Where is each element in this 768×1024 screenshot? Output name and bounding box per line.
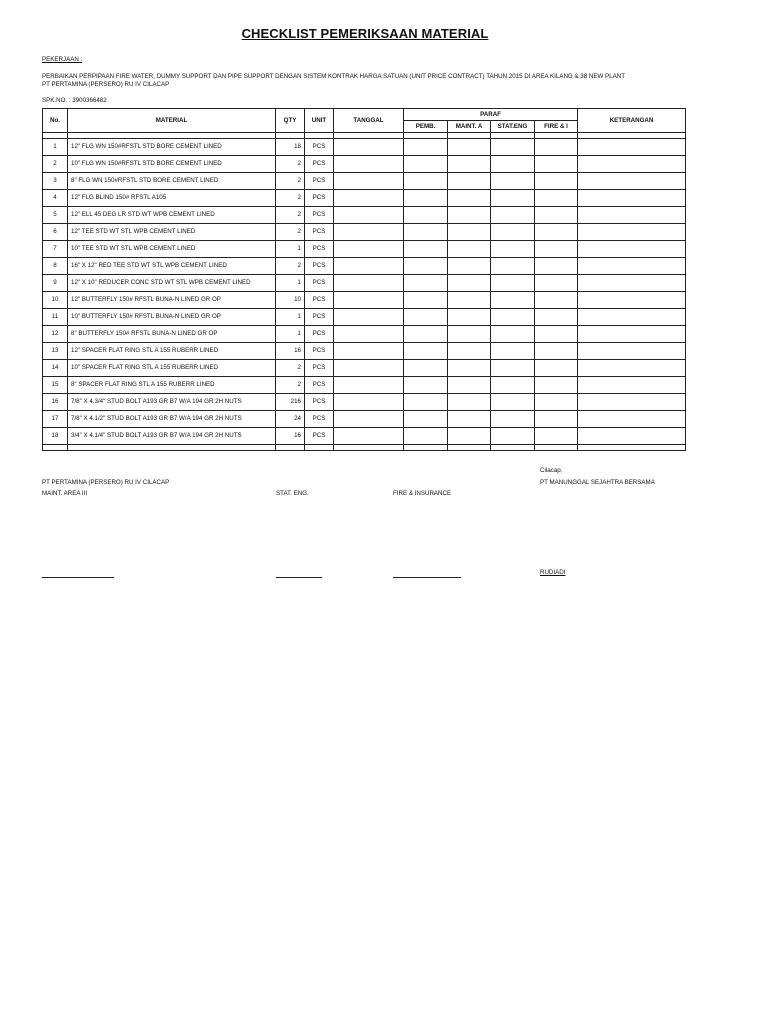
row-tanggal xyxy=(334,139,404,156)
row-material: 12" TEE STD WT STL WPB CEMENT LINED xyxy=(68,224,276,241)
table-row xyxy=(43,309,686,326)
table-row xyxy=(43,173,686,190)
table-row xyxy=(43,428,686,445)
row-keterangan xyxy=(578,394,686,411)
col-qty-header: QTY xyxy=(276,109,305,133)
row-paraf-maint xyxy=(448,190,491,207)
row-qty: 2 xyxy=(276,224,305,241)
row-no: 15 xyxy=(43,377,68,394)
row-material: 10" FLG WN 150#RFSTL STD BORE CEMENT LINED xyxy=(68,156,276,173)
paraf-maint-header: MAINT. A xyxy=(448,121,491,133)
row-paraf-maint xyxy=(448,292,491,309)
row-no: 1 xyxy=(43,139,68,156)
row-paraf-fire xyxy=(535,326,578,343)
row-tanggal xyxy=(334,207,404,224)
job-location: PT PERTAMINA (PERSERO) RU IV CILACAP xyxy=(42,81,170,88)
col-paraf-header: PARAF xyxy=(404,109,578,121)
row-paraf-pemb xyxy=(404,343,448,360)
row-paraf-stateng xyxy=(491,428,535,445)
row-tanggal xyxy=(334,377,404,394)
row-keterangan xyxy=(578,224,686,241)
row-no: 14 xyxy=(43,360,68,377)
row-keterangan xyxy=(578,292,686,309)
row-unit: PCS xyxy=(305,292,334,309)
row-no: 17 xyxy=(43,411,68,428)
row-material: 16" X 12" RED TEE STD WT STL WPB CEMENT LINED xyxy=(68,258,276,275)
row-material: 8" BUTTERFLY 150# RFSTL BUNA-N LINED GR OP xyxy=(68,326,276,343)
row-no: 12 xyxy=(43,326,68,343)
row-no: 8 xyxy=(43,258,68,275)
row-qty: 2 xyxy=(276,173,305,190)
row-paraf-pemb xyxy=(404,309,448,326)
paraf-stateng-header: STAT.ENG xyxy=(491,121,535,133)
row-paraf-pemb xyxy=(404,326,448,343)
row-unit: PCS xyxy=(305,173,334,190)
col-no-header: No. xyxy=(43,109,68,133)
row-unit: PCS xyxy=(305,326,334,343)
row-paraf-fire xyxy=(535,156,578,173)
row-material: 8" FLG WN 150#RFSTL STD BORE CEMENT LINED xyxy=(68,173,276,190)
row-unit: PCS xyxy=(305,139,334,156)
row-paraf-maint xyxy=(448,309,491,326)
row-material: 12" X 10" REDUCER CONC STD WT STL WPB CEMENT LINED xyxy=(68,275,276,292)
row-unit: PCS xyxy=(305,241,334,258)
row-keterangan xyxy=(578,428,686,445)
row-tanggal xyxy=(334,275,404,292)
table-row xyxy=(43,190,686,207)
row-tanggal xyxy=(334,258,404,275)
row-keterangan xyxy=(578,173,686,190)
row-paraf-stateng xyxy=(491,411,535,428)
row-qty: 24 xyxy=(276,411,305,428)
row-qty: 2 xyxy=(276,377,305,394)
table-row xyxy=(43,394,686,411)
row-keterangan xyxy=(578,258,686,275)
row-unit: PCS xyxy=(305,394,334,411)
row-no: 7 xyxy=(43,241,68,258)
row-paraf-stateng xyxy=(491,139,535,156)
col-unit-header: UNIT xyxy=(305,109,334,133)
row-unit: PCS xyxy=(305,411,334,428)
row-paraf-maint xyxy=(448,428,491,445)
row-paraf-maint xyxy=(448,156,491,173)
row-paraf-stateng xyxy=(491,258,535,275)
table-row xyxy=(43,326,686,343)
row-no: 10 xyxy=(43,292,68,309)
table-row xyxy=(43,207,686,224)
row-paraf-pemb xyxy=(404,156,448,173)
row-paraf-pemb xyxy=(404,207,448,224)
row-keterangan xyxy=(578,377,686,394)
row-qty: 2 xyxy=(276,258,305,275)
row-paraf-pemb xyxy=(404,139,448,156)
row-material: 12" ELL 45 DEG LR STD WT WPB CEMENT LINED xyxy=(68,207,276,224)
row-paraf-pemb xyxy=(404,190,448,207)
row-no: 13 xyxy=(43,343,68,360)
row-paraf-pemb xyxy=(404,241,448,258)
row-qty: 1 xyxy=(276,241,305,258)
row-no: 9 xyxy=(43,275,68,292)
row-paraf-stateng xyxy=(491,190,535,207)
row-paraf-stateng xyxy=(491,394,535,411)
row-qty: 1 xyxy=(276,309,305,326)
table-row xyxy=(43,360,686,377)
row-paraf-stateng xyxy=(491,326,535,343)
row-paraf-pemb xyxy=(404,224,448,241)
row-qty: 1 xyxy=(276,326,305,343)
row-keterangan xyxy=(578,139,686,156)
table-row xyxy=(43,156,686,173)
row-paraf-stateng xyxy=(491,292,535,309)
row-paraf-stateng xyxy=(491,360,535,377)
row-paraf-maint xyxy=(448,258,491,275)
row-qty: 2 xyxy=(276,156,305,173)
row-material: 3/4" X 4.1/4" STUD BOLT A193 GR B7 W/A 194 GR 2H NUTS xyxy=(68,428,276,445)
row-qty: 1 xyxy=(276,275,305,292)
row-paraf-fire xyxy=(535,224,578,241)
row-material: 12" SPACER FLAT RING STL A 155 RUBERR LINED xyxy=(68,343,276,360)
row-keterangan xyxy=(578,207,686,224)
row-paraf-maint xyxy=(448,360,491,377)
empty-row xyxy=(43,445,686,451)
row-material: 10" BUTTERFLY 150# RFSTL BUNA-N LINED GR OP xyxy=(68,309,276,326)
row-paraf-fire xyxy=(535,292,578,309)
row-paraf-fire xyxy=(535,377,578,394)
table-row xyxy=(43,139,686,156)
row-paraf-stateng xyxy=(491,207,535,224)
row-tanggal xyxy=(334,173,404,190)
row-unit: PCS xyxy=(305,343,334,360)
spk-number: SPK.NO. : 3900366482 xyxy=(42,97,107,104)
signing-place: Cilacap, xyxy=(540,467,563,474)
row-no: 5 xyxy=(43,207,68,224)
paraf-fire-header: FIRE & I xyxy=(535,121,578,133)
row-keterangan xyxy=(578,309,686,326)
row-material: 7/8" X 4.3/4" STUD BOLT A193 GR B7 W/A 194 GR 2H NUTS xyxy=(68,394,276,411)
row-keterangan xyxy=(578,275,686,292)
row-qty: 2 xyxy=(276,207,305,224)
row-unit: PCS xyxy=(305,258,334,275)
row-unit: PCS xyxy=(305,275,334,292)
row-paraf-maint xyxy=(448,411,491,428)
row-no: 18 xyxy=(43,428,68,445)
maint-area-label: MAINT. AREA III xyxy=(42,490,88,497)
row-paraf-pemb xyxy=(404,275,448,292)
row-paraf-fire xyxy=(535,275,578,292)
row-paraf-fire xyxy=(535,190,578,207)
row-tanggal xyxy=(334,190,404,207)
row-paraf-stateng xyxy=(491,377,535,394)
row-tanggal xyxy=(334,292,404,309)
row-tanggal xyxy=(334,428,404,445)
row-paraf-stateng xyxy=(491,343,535,360)
row-paraf-maint xyxy=(448,275,491,292)
row-paraf-stateng xyxy=(491,241,535,258)
row-keterangan xyxy=(578,241,686,258)
row-unit: PCS xyxy=(305,428,334,445)
row-keterangan xyxy=(578,343,686,360)
table-row xyxy=(43,241,686,258)
row-paraf-maint xyxy=(448,139,491,156)
row-tanggal xyxy=(334,343,404,360)
row-no: 11 xyxy=(43,309,68,326)
row-material: 10" SPACER FLAT RING STL A 155 RUBERR LINED xyxy=(68,360,276,377)
row-paraf-pemb xyxy=(404,258,448,275)
row-keterangan xyxy=(578,326,686,343)
row-no: 16 xyxy=(43,394,68,411)
row-paraf-fire xyxy=(535,428,578,445)
row-paraf-stateng xyxy=(491,173,535,190)
row-paraf-maint xyxy=(448,224,491,241)
row-unit: PCS xyxy=(305,156,334,173)
row-material: 8" SPACER FLAT RING STL A 155 RUBERR LINED xyxy=(68,377,276,394)
row-paraf-fire xyxy=(535,309,578,326)
row-keterangan xyxy=(578,156,686,173)
row-paraf-pemb xyxy=(404,411,448,428)
row-paraf-maint xyxy=(448,394,491,411)
row-tanggal xyxy=(334,156,404,173)
row-unit: PCS xyxy=(305,224,334,241)
row-unit: PCS xyxy=(305,207,334,224)
row-qty: 2 xyxy=(276,360,305,377)
row-unit: PCS xyxy=(305,360,334,377)
row-paraf-stateng xyxy=(491,156,535,173)
table-row xyxy=(43,224,686,241)
row-paraf-stateng xyxy=(491,309,535,326)
col-keterangan-header: KETERANGAN xyxy=(578,109,686,133)
row-paraf-maint xyxy=(448,207,491,224)
row-paraf-maint xyxy=(448,343,491,360)
row-paraf-fire xyxy=(535,258,578,275)
row-paraf-maint xyxy=(448,326,491,343)
row-keterangan xyxy=(578,360,686,377)
pekerjaan-label: PEKERJAAN : xyxy=(42,56,83,63)
row-no: 3 xyxy=(43,173,68,190)
job-description: PERBAIKAN PERPIPAAN FIRE WATER, DUMMY SUPPORT DAN PIPE SUPPORT DENGAN SISTEM KONTRAK HARGA SATUAN (UNIT PRICE CONTRACT) TAHUN 2015 DI AREA KILANG & 38 NEW PLANT xyxy=(42,73,625,80)
table-row xyxy=(43,377,686,394)
row-qty: 16 xyxy=(276,343,305,360)
row-paraf-pemb xyxy=(404,360,448,377)
row-paraf-fire xyxy=(535,343,578,360)
page-title: CHECKLIST PEMERIKSAAN MATERIAL xyxy=(241,26,489,41)
row-tanggal xyxy=(334,309,404,326)
row-material: 12" FLG BLIND 150# RFSTL A105 xyxy=(68,190,276,207)
row-paraf-pemb xyxy=(404,173,448,190)
row-material: 10" TEE STD WT STL WPB CEMENT LINED xyxy=(68,241,276,258)
signature-line-stat xyxy=(276,577,322,578)
row-paraf-fire xyxy=(535,207,578,224)
material-table xyxy=(42,108,686,451)
table-row xyxy=(43,343,686,360)
row-paraf-pemb xyxy=(404,428,448,445)
row-paraf-pemb xyxy=(404,394,448,411)
row-qty: 18 xyxy=(276,139,305,156)
fire-insurance-label: FIRE & INSURANCE xyxy=(393,490,452,497)
row-qty: 16 xyxy=(276,428,305,445)
row-unit: PCS xyxy=(305,309,334,326)
row-paraf-pemb xyxy=(404,292,448,309)
row-no: 2 xyxy=(43,156,68,173)
right-company: PT MANUNGGAL SEJAHTRA BERSAMA xyxy=(540,479,655,486)
row-tanggal xyxy=(334,411,404,428)
row-unit: PCS xyxy=(305,377,334,394)
signature-line-fire xyxy=(393,577,461,578)
table-row xyxy=(43,411,686,428)
row-no: 6 xyxy=(43,224,68,241)
row-paraf-fire xyxy=(535,394,578,411)
row-tanggal xyxy=(334,241,404,258)
paraf-pemb-header: PEMB. xyxy=(404,121,448,133)
row-paraf-stateng xyxy=(491,275,535,292)
row-material: 12" BUTTERFLY 150# RFSTL BUNA-N LINED GR OP xyxy=(68,292,276,309)
stat-eng-label: STAT. ENG. xyxy=(276,490,309,497)
row-no: 4 xyxy=(43,190,68,207)
row-keterangan xyxy=(578,190,686,207)
table-row xyxy=(43,275,686,292)
row-paraf-fire xyxy=(535,411,578,428)
row-unit: PCS xyxy=(305,190,334,207)
table-row xyxy=(43,292,686,309)
row-tanggal xyxy=(334,394,404,411)
row-paraf-maint xyxy=(448,241,491,258)
row-tanggal xyxy=(334,224,404,241)
row-keterangan xyxy=(578,411,686,428)
row-tanggal xyxy=(334,360,404,377)
row-material: 7/8" X 4.1/2" STUD BOLT A193 GR B7 W/A 194 GR 2H NUTS xyxy=(68,411,276,428)
row-tanggal xyxy=(334,326,404,343)
row-material: 12" FLG WN 150#RFSTL STD BORE CEMENT LINED xyxy=(68,139,276,156)
row-paraf-fire xyxy=(535,139,578,156)
signature-line-maint xyxy=(42,577,114,578)
left-company: PT PERTAMINA (PERSERO) RU IV CILACAP xyxy=(42,479,170,486)
row-qty: 10 xyxy=(276,292,305,309)
row-paraf-stateng xyxy=(491,224,535,241)
row-paraf-maint xyxy=(448,377,491,394)
row-qty: 2 xyxy=(276,190,305,207)
row-qty: 216 xyxy=(276,394,305,411)
signer-name: RUDIADI xyxy=(540,569,566,576)
row-paraf-maint xyxy=(448,173,491,190)
row-paraf-fire xyxy=(535,241,578,258)
table-row xyxy=(43,258,686,275)
col-material-header: MATERIAL xyxy=(68,109,276,133)
row-paraf-pemb xyxy=(404,377,448,394)
col-tanggal-header: TANGGAL xyxy=(334,109,404,133)
row-paraf-fire xyxy=(535,173,578,190)
row-paraf-fire xyxy=(535,360,578,377)
